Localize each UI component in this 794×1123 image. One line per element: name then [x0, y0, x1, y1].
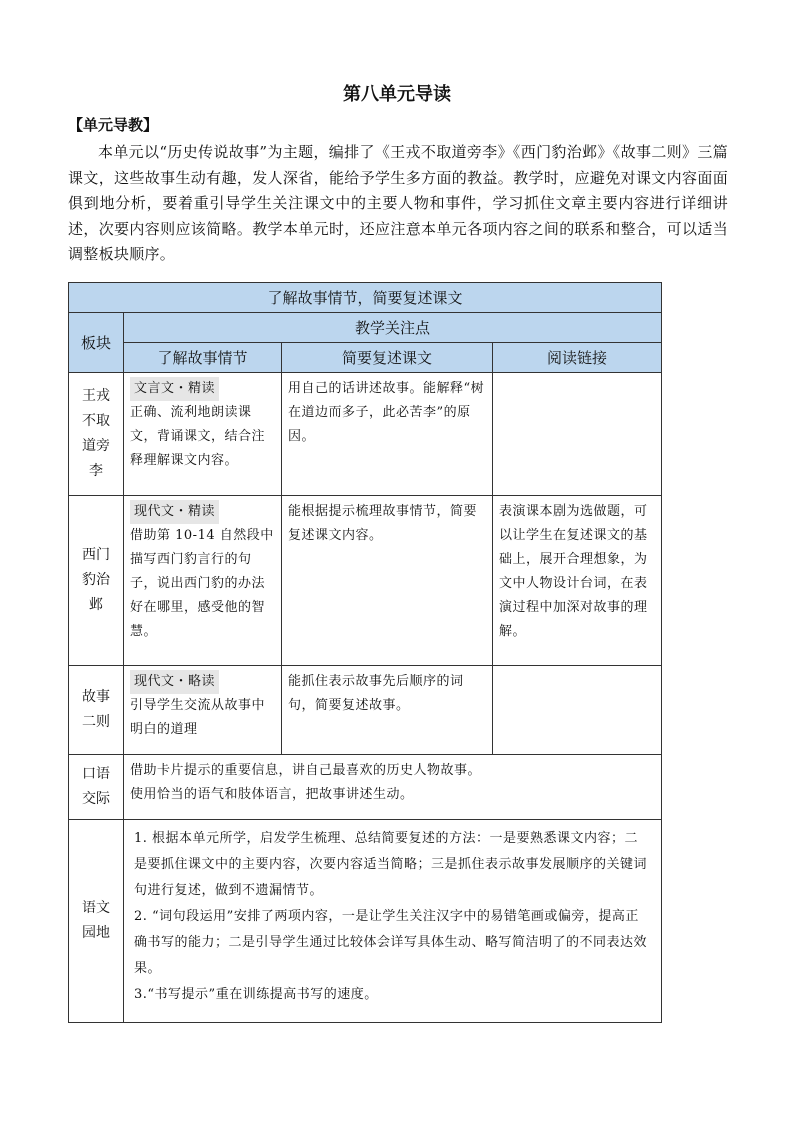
cell-text: 正确、流利地朗读课文，背诵课文，结合注释理解课文内容。	[130, 405, 266, 468]
link-cell	[493, 373, 662, 496]
row-label	[69, 666, 124, 755]
label-line: 交际	[82, 791, 110, 807]
label-line: 豹治	[82, 572, 110, 588]
label-line: 口语	[82, 766, 110, 782]
link-cell: 表演课本剧为选做题，可以让学生在复述课文的基础上，展开合理想象，为文中人物设计台词，在表演过程中加深对故事的理解。	[493, 496, 662, 666]
oral-line: 借助卡片提示的重要信息，讲自己最喜欢的历史人物故事。	[130, 763, 482, 778]
garden-content	[124, 820, 662, 1023]
table-row	[69, 666, 662, 755]
row-label	[69, 373, 124, 496]
label-line: 西门	[82, 547, 110, 563]
label-line: 不取	[82, 413, 110, 429]
cell-text: 引导学生交流从故事中明白的道理	[130, 698, 266, 737]
link-cell	[493, 666, 662, 755]
label-line: 邺	[89, 597, 103, 613]
label-line: 语文	[82, 900, 110, 916]
oral-content	[124, 755, 662, 820]
section-heading: 【单元导教】	[68, 116, 159, 134]
row-label	[69, 496, 124, 666]
oral-line: 使用恰当的语气和肢体语言，把故事讲述生动。	[130, 787, 414, 802]
label-line: 王戎	[82, 388, 110, 404]
table-row	[69, 496, 662, 666]
label-line: 李	[89, 463, 103, 479]
page-title: 第八单元导读	[343, 84, 451, 105]
label-line: 二则	[82, 714, 110, 730]
col-header-2: 简要复述课文	[282, 343, 493, 373]
block-header: 板块	[69, 313, 124, 373]
row-label	[69, 820, 124, 1023]
reading-type-tag: 现代文・略读	[130, 670, 219, 694]
label-line: 故事	[82, 689, 110, 705]
story-cell	[124, 373, 282, 496]
intro-paragraph: 本单元以“历史传说故事”为主题，编排了《王戎不取道旁李》《西门豹治邺》《故事二则》三篇课文，这些故事生动有趣，发人深省，能给予学生多方面的教益。教学时，应避免对课文内容面面俱到地分析，要着重引导学生关注课文中的主要人物和事件，学习抓住文章主要内容进行详细讲述，次要内容则应该简略。教学本单元时，还应注意本单元各项内容之间的联系和整合，可以适当调整板块顺序。	[68, 143, 728, 263]
label-line: 道旁	[82, 438, 110, 454]
oral-row	[69, 755, 662, 820]
garden-item: 1. 根据本单元所学，启发学生梳理、总结简要复述的方法：一是要熟悉课文内容；二是要抓住课文中的主要内容，次要内容适当简略；三是抓住表示故事发展顺序的关键词句进行复述，做到不遗漏情节。	[134, 831, 648, 898]
label-line: 园地	[82, 925, 110, 941]
garden-item: 2. “词句段运用”安排了两项内容，一是让学生关注汉字中的易错笔画或偏旁，提高正确书写的能力；二是引导学生通过比较体会详写具体生动、略写简洁明了的不同表达效果。	[134, 909, 648, 976]
retell-cell: 能根据提示梳理故事情节，简要复述课文内容。	[282, 496, 493, 666]
row-label	[69, 755, 124, 820]
cell-text: 借助第 10-14 自然段中描写西门豹言行的句子，说出西门豹的办法好在哪里，感受他的智慧。	[130, 528, 274, 639]
reading-type-tag: 文言文・精读	[130, 377, 219, 401]
garden-item: 3.“书写提示”重在训练提高书写的速度。	[134, 987, 378, 1002]
col-header-3: 阅读链接	[493, 343, 662, 373]
table-row	[69, 373, 662, 496]
table-top-header: 了解故事情节，简要复述课文	[69, 283, 662, 313]
reading-type-tag: 现代文・精读	[130, 500, 219, 524]
story-cell	[124, 666, 282, 755]
retell-cell: 用自己的话讲述故事。能解释“树在道边而多子，此必苦李”的原因。	[282, 373, 493, 496]
retell-cell: 能抓住表示故事先后顺序的词句，简要复述故事。	[282, 666, 493, 755]
garden-row	[69, 820, 662, 1023]
focus-header: 教学关注点	[124, 313, 662, 343]
col-header-1: 了解故事情节	[124, 343, 282, 373]
unit-table	[68, 282, 662, 1023]
story-cell	[124, 496, 282, 666]
